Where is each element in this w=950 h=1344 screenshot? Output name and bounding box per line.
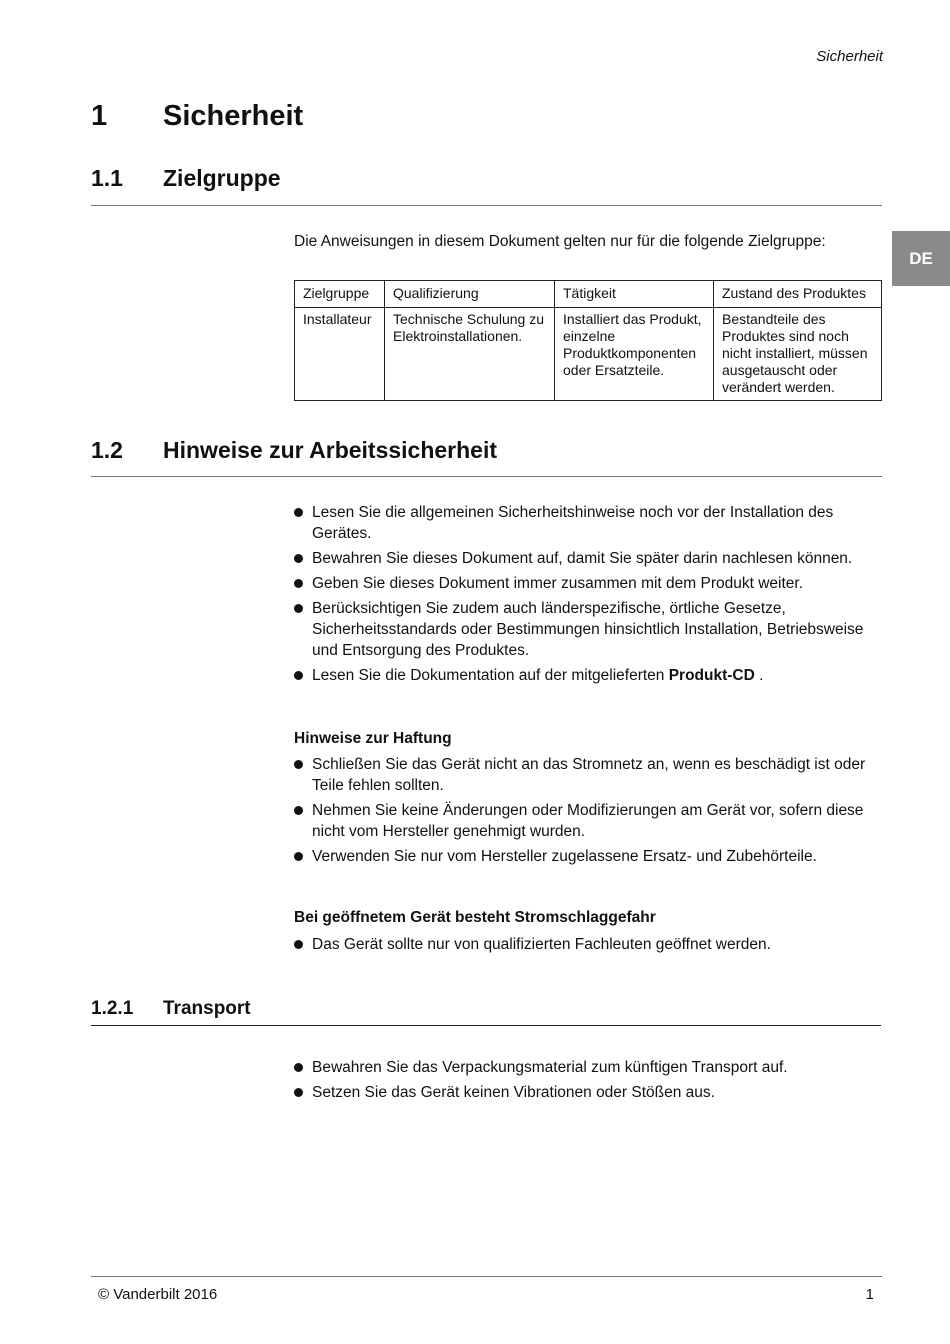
footer-rule (91, 1276, 882, 1277)
subsection-heading-transport (91, 998, 251, 1020)
page-number: 1 (865, 1286, 874, 1303)
product-cd-label: Produkt-CD (668, 667, 755, 684)
list-item-text: Lesen Sie die Dokumentation auf der mitgelieferten (312, 667, 669, 684)
liability-heading: Hinweise zur Haftung (294, 730, 452, 747)
chapter-title: Sicherheit (163, 100, 304, 132)
target-group-table (294, 280, 882, 401)
table-cell: Installateur (295, 308, 385, 401)
safety-bullet-list (294, 502, 884, 690)
target-group-intro: Die Anweisungen in diesem Dokument gelten nur für die folgende Zielgruppe: (294, 233, 826, 250)
section-title: Hinweise zur Arbeitssicherheit (163, 437, 498, 463)
list-item: Berücksichtigen Sie zudem auch länderspezifische, örtliche Gesetze, Sicherheitsstandards oder Bestimmungen hinsichtlich Installation, Betriebsweise und Entsorgung des Produktes. (294, 598, 884, 661)
subsection-number: 1.2.1 (91, 998, 134, 1019)
running-header: Sicherheit (816, 48, 883, 65)
list-item: Verwenden Sie nur vom Hersteller zugelassene Ersatz- und Zubehörteile. (294, 846, 884, 867)
shock-hazard-heading: Bei geöffnetem Gerät besteht Stromschlaggefahr (294, 909, 656, 926)
list-item: Setzen Sie das Gerät keinen Vibrationen oder Stößen aus. (294, 1082, 884, 1103)
section-title: Zielgruppe (163, 165, 281, 191)
list-item: Bewahren Sie das Verpackungsmaterial zum künftigen Transport auf. (294, 1057, 884, 1078)
liability-bullet-list (294, 754, 884, 871)
section-rule (91, 205, 882, 206)
list-item: Das Gerät sollte nur von qualifizierten Fachleuten geöffnet werden. (294, 934, 884, 955)
section-heading-target-group (91, 165, 281, 192)
table-cell: Bestandteile des Produktes sind noch nicht installiert, müssen ausgetauscht oder verändert werden. (714, 308, 882, 401)
table-header-row (295, 281, 882, 308)
table-header-cell: Zielgruppe (295, 281, 385, 308)
list-item (294, 665, 884, 686)
chapter-number: 1 (91, 100, 108, 132)
section-number: 1.2 (91, 437, 123, 463)
chapter-heading (91, 100, 303, 133)
table-cell: Installiert das Produkt, einzelne Produktkomponenten oder Ersatzteile. (555, 308, 714, 401)
list-item: Schließen Sie das Gerät nicht an das Stromnetz an, wenn es beschädigt ist oder Teile fehlen sollten. (294, 754, 884, 796)
subsection-rule (91, 1025, 881, 1026)
table-header-cell: Tätigkeit (555, 281, 714, 308)
transport-bullet-list (294, 1057, 884, 1107)
list-item-text: . (754, 667, 764, 684)
table-header-cell: Qualifizierung (385, 281, 555, 308)
section-heading-work-safety (91, 437, 497, 464)
shock-bullet-list (294, 934, 884, 959)
section-number: 1.1 (91, 165, 123, 191)
footer-copyright: © Vanderbilt 2016 (98, 1286, 218, 1303)
language-tab: DE (892, 231, 950, 286)
list-item: Geben Sie dieses Dokument immer zusammen mit dem Produkt weiter. (294, 573, 884, 594)
table-cell: Technische Schulung zu Elektroinstallationen. (385, 308, 555, 401)
subsection-title: Transport (163, 998, 251, 1019)
section-rule (91, 476, 882, 477)
list-item: Nehmen Sie keine Änderungen oder Modifizierungen am Gerät vor, sofern diese nicht vom Hersteller genehmigt wurden. (294, 800, 884, 842)
table-row (295, 308, 882, 401)
list-item: Bewahren Sie dieses Dokument auf, damit Sie später darin nachlesen können. (294, 548, 884, 569)
table-header-cell: Zustand des Produktes (714, 281, 882, 308)
list-item: Lesen Sie die allgemeinen Sicherheitshinweise noch vor der Installation des Gerätes. (294, 502, 884, 544)
